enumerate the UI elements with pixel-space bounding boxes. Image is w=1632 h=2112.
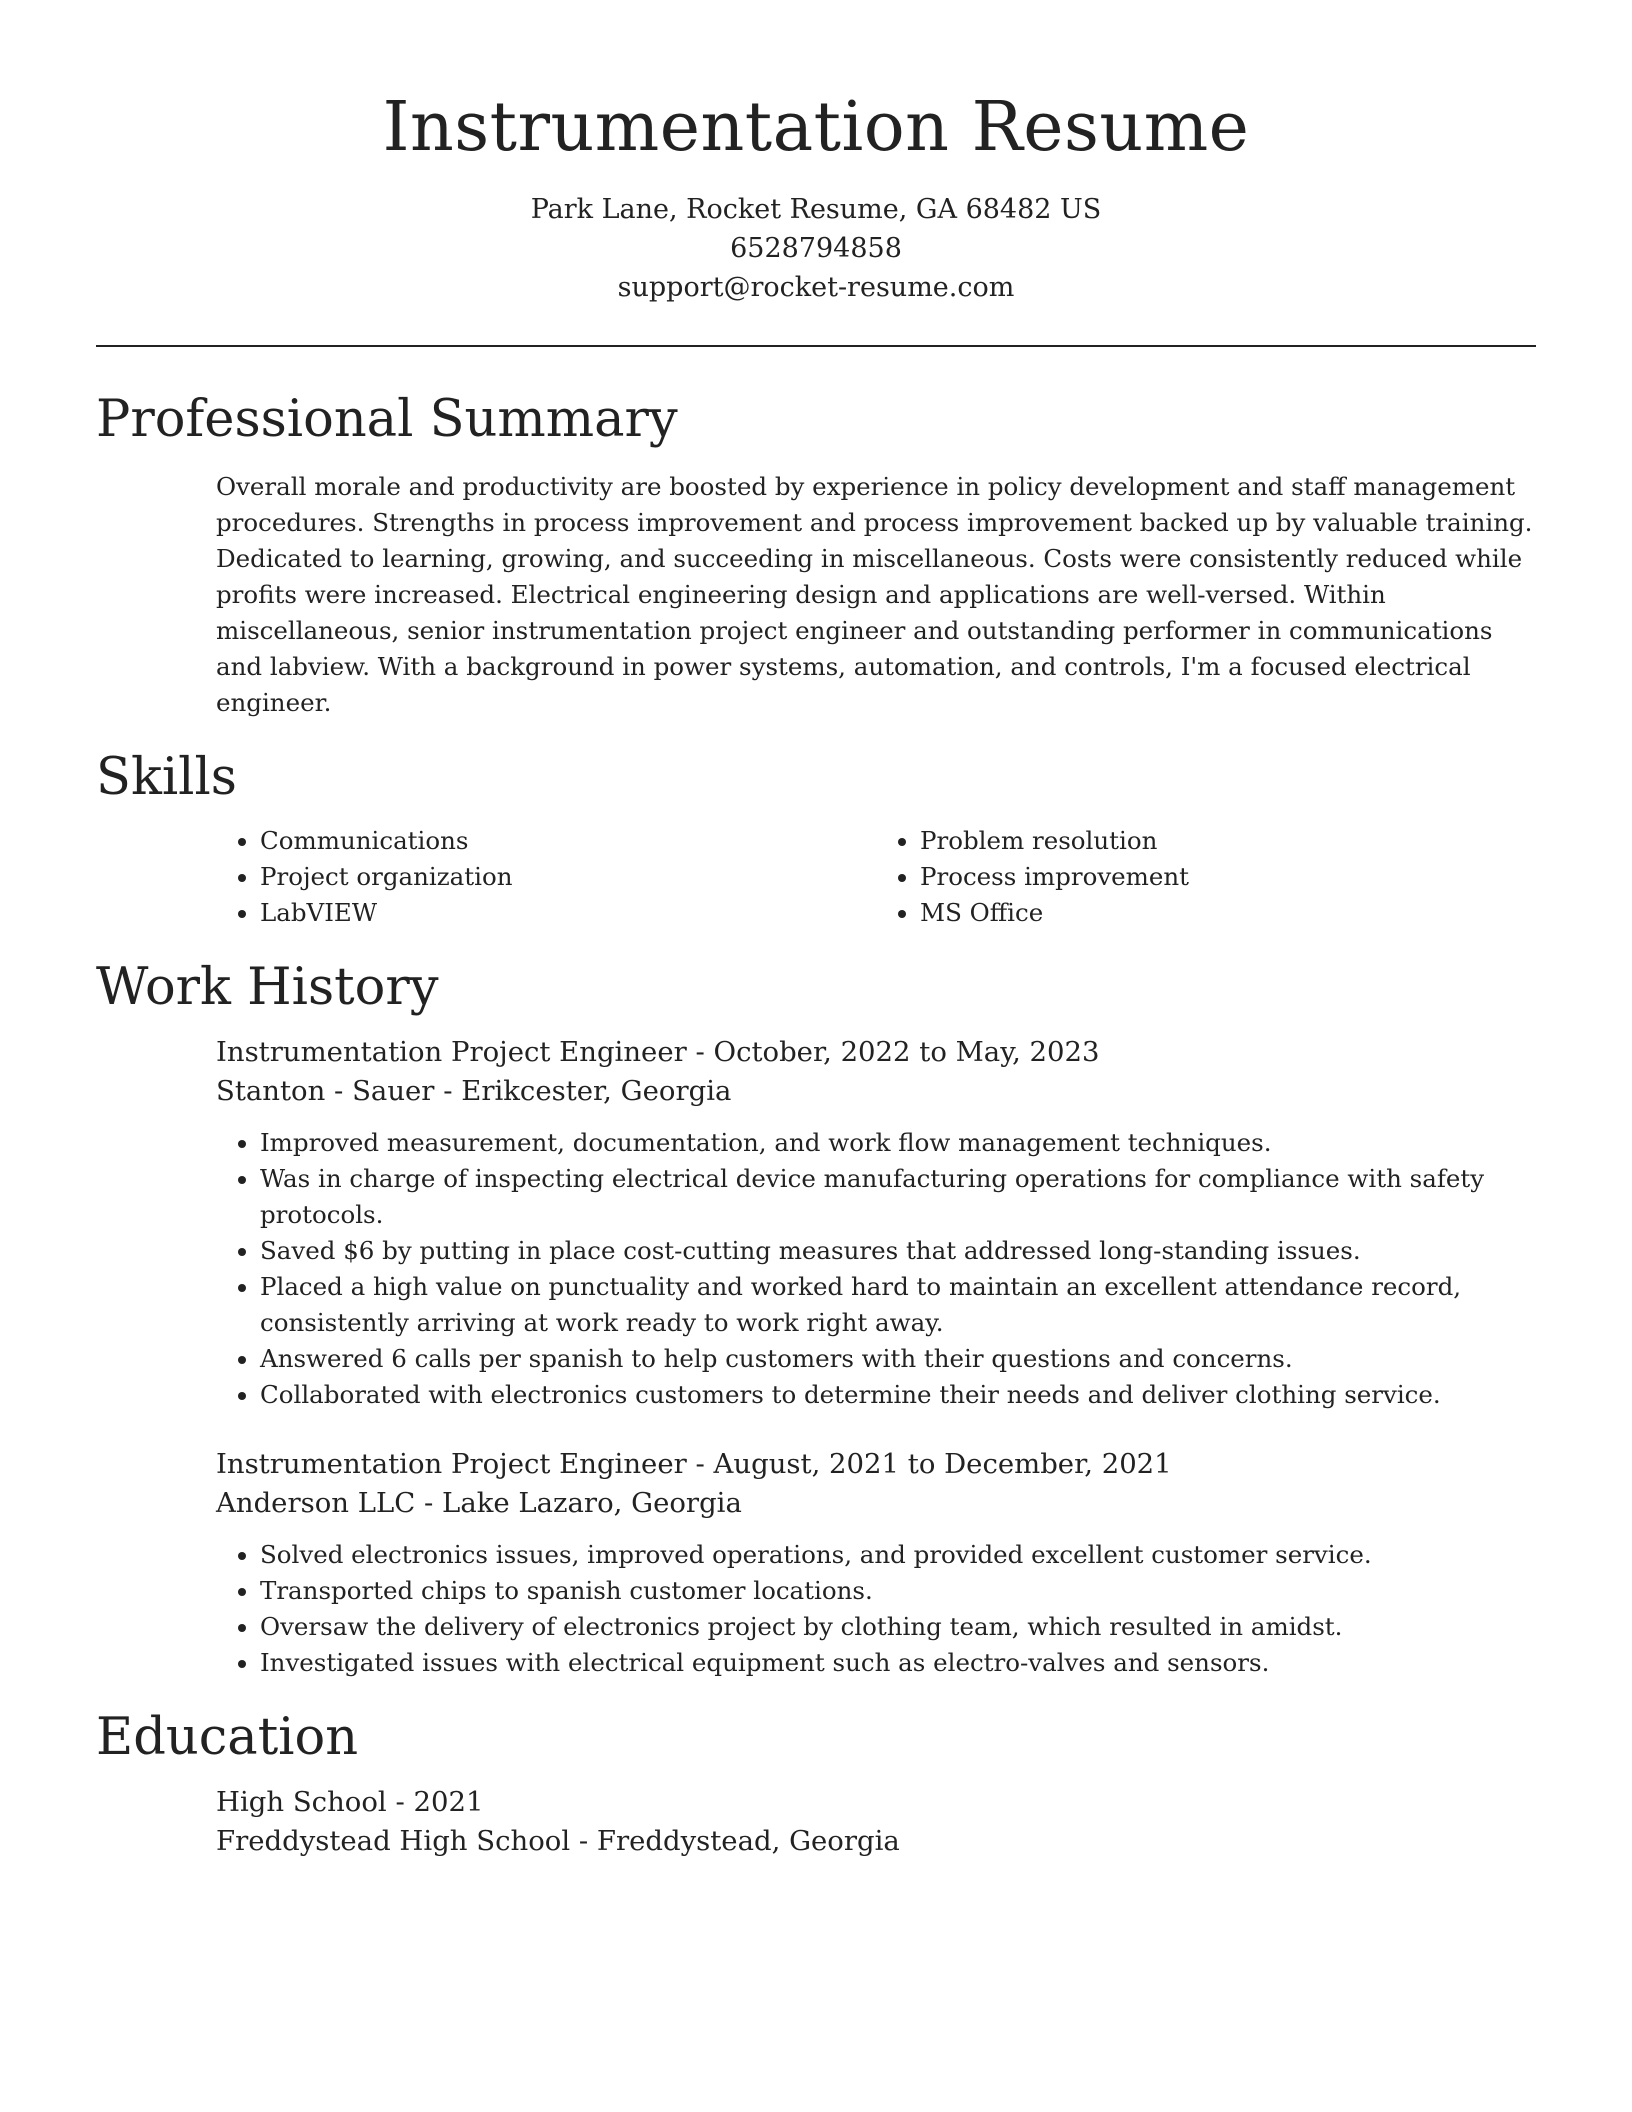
- job-bullets: [216, 1537, 1536, 1681]
- address: Park Lane, Rocket Resume, GA 68482 US: [530, 194, 1102, 225]
- skills-section: [96, 747, 1536, 931]
- skills-list-right: [876, 823, 1536, 931]
- work-section: [96, 957, 1536, 1681]
- resume-page: [96, 0, 1536, 1861]
- job-dates: - October, 2022 to May, 2023: [686, 1036, 1100, 1068]
- job-title: Instrumentation Project Engineer: [216, 1448, 687, 1480]
- skill-item: • Problem resolution: [920, 823, 1536, 859]
- skill-item: • MS Office: [920, 895, 1536, 931]
- skill-item: • Communications: [260, 823, 876, 859]
- job-entry: [216, 1445, 1536, 1681]
- education-degree: High School: [216, 1786, 387, 1818]
- section-title-skills: Skills: [96, 748, 237, 807]
- header-divider: [96, 345, 1536, 347]
- skill-item: • LabVIEW: [260, 895, 876, 931]
- job-title-line: [216, 1445, 1536, 1484]
- education-degree-line: [216, 1783, 1536, 1822]
- resume-title: Instrumentation Resume: [382, 88, 1250, 167]
- education-school-line: [216, 1822, 1536, 1861]
- job-bullet: • Solved electronics issues, improved operations, and provided excellent customer service.: [260, 1537, 1536, 1573]
- job-entry: [216, 1033, 1536, 1413]
- job-title-line: [216, 1033, 1536, 1072]
- education-year: - 2021: [386, 1786, 484, 1818]
- job-dates: - August, 2021 to December, 2021: [686, 1448, 1172, 1480]
- resume-header: [96, 0, 1536, 307]
- skills-grid: [216, 823, 1536, 931]
- job-title: Instrumentation Project Engineer: [216, 1036, 687, 1068]
- education-school: Freddystead High School: [216, 1825, 571, 1857]
- job-location: - Erikcester, Georgia: [434, 1075, 732, 1107]
- summary-text: Overall morale and productivity are boosted by experience in policy development and staff management procedures. Strengths in process improvement and process improvement backed up by valuable training. Dedicated to learning, growing, and succeeding in miscellaneous. Costs were consistently reduced while profits were increased. Electrical engineering design and applications are well-versed. Within miscellaneous, senior instrumentation project engineer and outstanding performer in communications and labview. With a background in power systems, automation, and controls, I'm a focused electrical engineer.: [216, 472, 1533, 717]
- skill-item: • Process improvement: [920, 859, 1536, 895]
- section-title-education: Education: [96, 1708, 359, 1767]
- education-entry: [216, 1783, 1536, 1861]
- job-bullet: • Was in charge of inspecting electrical device manufacturing operations for compliance with safety protocols.: [260, 1161, 1536, 1233]
- education-location: - Freddystead, Georgia: [570, 1825, 900, 1857]
- job-bullet: • Saved $6 by putting in place cost-cutting measures that addressed long-standing issues.: [260, 1233, 1536, 1269]
- skills-list-left: [216, 823, 876, 931]
- section-title-summary: Professional Summary: [96, 390, 678, 449]
- section-title-work: Work History: [96, 958, 439, 1017]
- job-company: Stanton - Sauer: [216, 1075, 435, 1107]
- job-bullet: • Answered 6 calls per spanish to help customers with their questions and concerns.: [260, 1341, 1536, 1377]
- job-bullet: • Transported chips to spanish customer locations.: [260, 1573, 1536, 1609]
- job-bullet: • Oversaw the delivery of electronics project by clothing team, which resulted in amidst.: [260, 1609, 1536, 1645]
- phone: 6528794858: [730, 233, 902, 264]
- summary-section: [96, 389, 1536, 721]
- job-bullet: • Collaborated with electronics customers to determine their needs and deliver clothing service.: [260, 1377, 1536, 1413]
- skill-item: • Project organization: [260, 859, 876, 895]
- job-bullet: • Improved measurement, documentation, and work flow management techniques.: [260, 1125, 1536, 1161]
- job-company: Anderson LLC: [216, 1487, 416, 1519]
- job-bullet: • Investigated issues with electrical equipment such as electro-valves and sensors.: [260, 1645, 1536, 1681]
- job-company-line: [216, 1484, 1536, 1523]
- job-bullet: • Placed a high value on punctuality and worked hard to maintain an excellent attendance record, consistently arriving at work ready to work right away.: [260, 1269, 1536, 1341]
- job-bullets: [216, 1125, 1536, 1413]
- job-location: - Lake Lazaro, Georgia: [415, 1487, 742, 1519]
- job-company-line: [216, 1072, 1536, 1111]
- education-section: [96, 1707, 1536, 1861]
- email: support@rocket-resume.com: [617, 272, 1015, 303]
- contact-info: [96, 190, 1536, 307]
